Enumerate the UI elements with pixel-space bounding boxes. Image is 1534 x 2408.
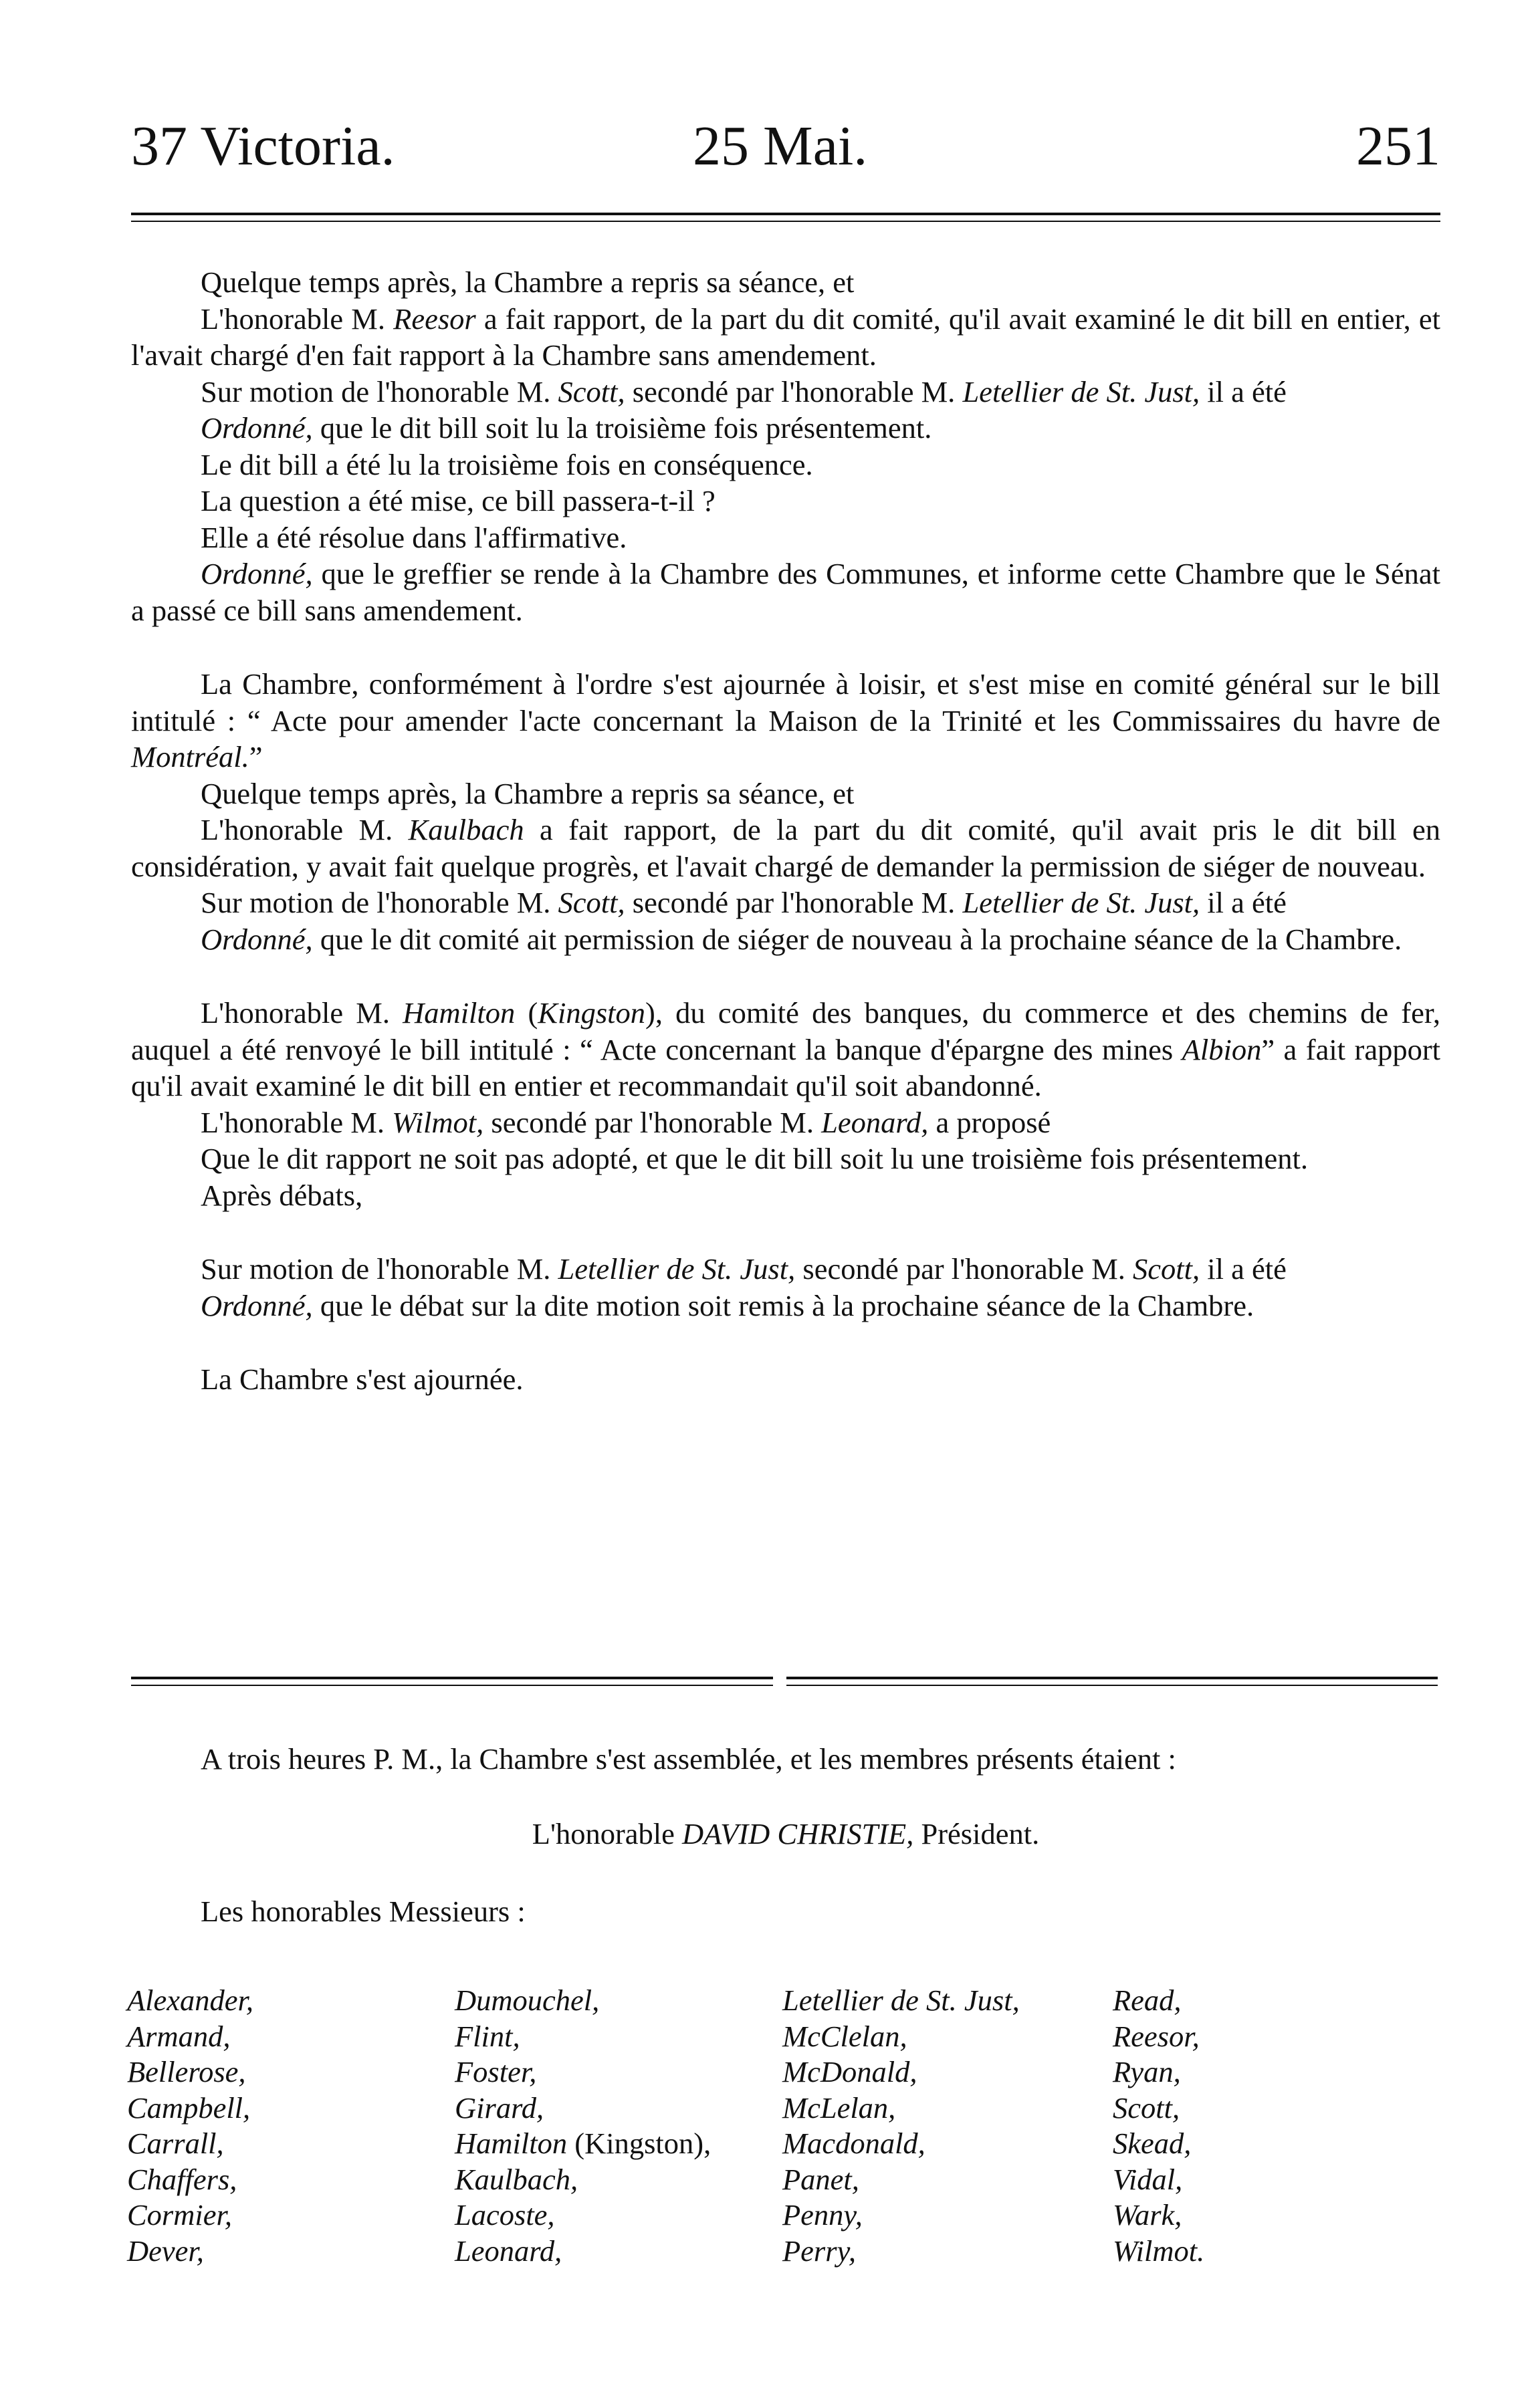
paragraph: Ordonné, que le dit comité ait permission de siéger de nouveau à la prochaine séance de la Chambre. (201, 922, 1402, 956)
italic-name: Montréal. (131, 740, 249, 773)
paragraph: L'honorable M. Wilmot, secondé par l'honorable M. Leonard, a proposé (201, 1105, 1051, 1139)
paragraph: Sur motion de l'honorable M. Scott, secondé par l'honorable M. Letellier de St. Just, il a été (201, 886, 1287, 919)
paragraph-gap (131, 1213, 1440, 1251)
paragraph-gap (131, 957, 1440, 995)
member-name: Girard, (455, 2090, 544, 2125)
italic-name: Scott, (558, 886, 625, 919)
paragraph: Sur motion de l'honorable M. Scott, secondé par l'honorable M. Letellier de St. Just, il a été (201, 374, 1287, 408)
members-column-1 (127, 1983, 253, 2269)
member-name: McDonald, (782, 2055, 917, 2088)
member-name: Lacoste, (455, 2198, 555, 2232)
paragraph: La Chambre s'est ajournée. (201, 1362, 524, 1396)
paragraph-gap (131, 628, 1440, 666)
member-name: Dumouchel, (455, 1983, 600, 2017)
italic-name: Letellier de St. Just, (962, 374, 1200, 408)
member-name: Carrall, (127, 2127, 224, 2160)
paragraph: Que le dit rapport ne soit pas adopté, et que le dit bill soit lu une troisième fois présentement. (201, 1142, 1308, 1175)
member-name: Read, (1113, 1983, 1182, 2017)
paragraph: La question a été mise, ce bill passera-t-il ? (201, 484, 716, 517)
member-name: Vidal, (1113, 2162, 1183, 2196)
italic-name: Ordonné, (201, 557, 313, 590)
member-name: Wilmot. (1113, 2234, 1205, 2268)
proceedings-text (131, 264, 1440, 1398)
italic-name: Scott, (1133, 1252, 1200, 1286)
paragraph-gap (131, 1324, 1440, 1361)
members-column-3 (782, 1983, 1020, 2269)
member-name: Foster, (455, 2055, 537, 2088)
member-name: Reesor, (1113, 2019, 1200, 2053)
header-session: 37 Victoria. (131, 115, 395, 177)
paragraph: Elle a été résolue dans l'affirmative. (201, 520, 627, 554)
paragraph: Ordonné, que le greffier se rende à la Chambre des Communes, et informe cette Chambre que le Sénat a passé ce bill sans amendement. (131, 557, 1440, 627)
paragraph: Le dit bill a été lu la troisième fois en conséquence. (201, 447, 813, 481)
italic-name: Wilmot, (392, 1105, 484, 1139)
member-name: Kaulbach, (455, 2162, 578, 2196)
italic-name: Kingston (538, 996, 646, 1030)
members-column-4 (1113, 1983, 1204, 2269)
president-title: Président. (913, 1817, 1040, 1850)
member-name: Hamilton (Kingston), (455, 2127, 711, 2160)
paragraph: Ordonné, que le dit bill soit lu la troisième fois présentement. (201, 411, 932, 445)
honorables-heading: Les honorables Messieurs : (201, 1895, 526, 1928)
member-name: Panet, (782, 2162, 859, 2196)
member-name: Penny, (782, 2198, 863, 2232)
member-riding: (Kingston), (567, 2127, 711, 2160)
paragraph: Quelque temps après, la Chambre a repris sa séance, et (201, 265, 855, 299)
italic-name: Leonard, (821, 1105, 929, 1139)
italic-name: Scott, (558, 374, 625, 408)
member-name: Leonard, (455, 2234, 562, 2268)
president-line (131, 1816, 1440, 1852)
page-number: 251 (1356, 115, 1440, 177)
italic-name: Ordonné, (201, 922, 313, 956)
member-name: Wark, (1113, 2198, 1182, 2232)
section-rule-right (786, 1677, 1438, 1686)
member-name: Alexander, (127, 1983, 254, 2017)
top-rule (131, 213, 1440, 222)
member-name: Scott, (1113, 2090, 1180, 2125)
president-prefix: L'honorable (532, 1817, 683, 1850)
paragraph: Quelque temps après, la Chambre a repris sa séance, et (201, 776, 855, 810)
member-name: Armand, (127, 2019, 231, 2053)
paragraph: Après débats, (201, 1178, 363, 1212)
italic-name: Ordonné, (201, 411, 313, 445)
member-name: Chaffers, (127, 2162, 237, 2196)
member-name: McClelan, (782, 2019, 907, 2053)
italic-name: Reesor (393, 302, 476, 336)
member-name: Ryan, (1113, 2055, 1181, 2088)
paragraph: L'honorable M. Reesor a fait rapport, de la part du dit comité, qu'il avait examiné le dit bill en entier, et l'avait chargé d'en fait rapport à la Chambre sans amendement. (131, 302, 1440, 372)
member-name: Skead, (1113, 2127, 1192, 2160)
italic-name: Letellier de St. Just, (962, 886, 1200, 919)
paragraph: Sur motion de l'honorable M. Letellier de St. Just, secondé par l'honorable M. Scott, il a été (201, 1252, 1287, 1286)
section-rule-left (131, 1677, 773, 1686)
italic-name: Hamilton (403, 996, 516, 1030)
member-name: Perry, (782, 2234, 856, 2268)
paragraph: L'honorable M. Hamilton (Kingston), du comité des banques, du commerce et des chemins de fer, auquel a été renvoyé le bill intitulé : “ Acte concernant la banque d'épargne des mines Albion” a fait rapport qu'il avait examiné le dit bill en entier et recommandait qu'il soit abandonné. (131, 996, 1440, 1102)
member-name: Campbell, (127, 2090, 251, 2125)
paragraph: La Chambre, conformément à l'ordre s'est ajournée à loisir, et s'est mise en comité général sur le bill intitulé : “ Acte pour amender l'acte concernant la Maison de la Trinité et les Commissaires du havre de Montréal.” (131, 667, 1440, 773)
running-header (131, 114, 1440, 187)
assembly-opening: A trois heures P. M., la Chambre s'est assemblée, et les membres présents étaient : (201, 1742, 1176, 1776)
italic-name: Albion (1182, 1032, 1262, 1066)
members-column-2 (455, 1983, 711, 2269)
italic-name: Letellier de St. Just, (558, 1252, 796, 1286)
member-name: McLelan, (782, 2090, 896, 2125)
italic-name: Ordonné, (201, 1288, 313, 1322)
assembly-section (131, 1741, 1440, 1929)
paragraph: L'honorable M. Kaulbach a fait rapport, de la part du dit comité, qu'il avait pris le dit bill en considération, y avait fait quelque progrès, et l'avait chargé de demander la permission de siéger de nouveau. (131, 813, 1440, 883)
member-name: Bellerose, (127, 2055, 246, 2088)
member-name: Letellier de St. Just, (782, 1983, 1020, 2017)
president-name: DAVID CHRISTIE, (682, 1817, 914, 1850)
italic-name: Kaulbach (408, 813, 524, 846)
paragraph: Ordonné, que le débat sur la dite motion soit remis à la prochaine séance de la Chambre. (201, 1288, 1254, 1322)
member-name: Cormier, (127, 2198, 233, 2232)
header-date: 25 Mai. (693, 115, 868, 177)
member-name: Dever, (127, 2234, 204, 2268)
member-name: Macdonald, (782, 2127, 925, 2160)
member-name: Flint, (455, 2019, 520, 2053)
